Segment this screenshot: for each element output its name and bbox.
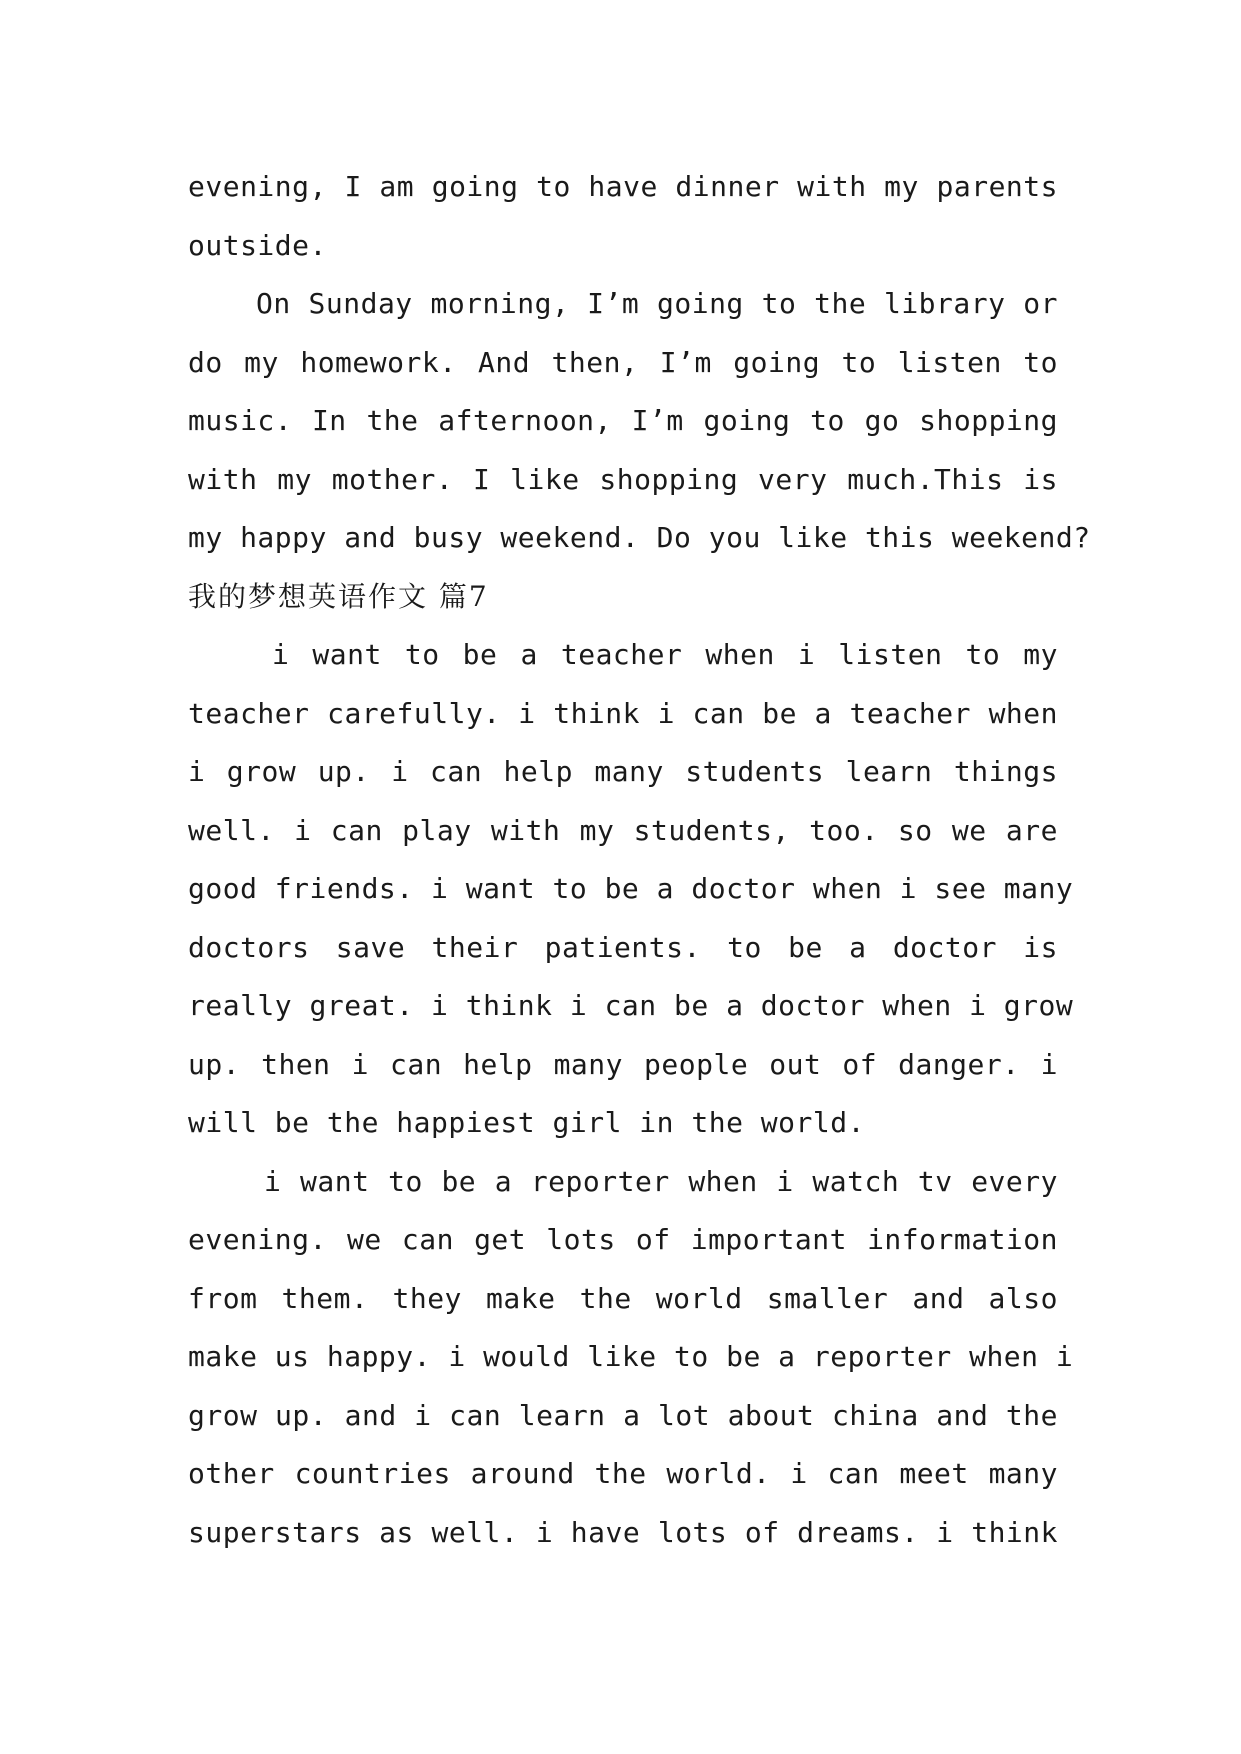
text-line: outside.: [188, 228, 327, 262]
text-line: other countries around the world. i can meet many: [188, 1457, 1058, 1490]
text-line: up. then i can help many people out of danger. i: [188, 1047, 1058, 1081]
text-line: i want to be a teacher when i listen to my: [272, 638, 1058, 671]
text-line: doctors save their patients. to be a doctor is: [188, 930, 1058, 964]
document-body: [188, 158, 1091, 1562]
text-line: evening. we can get lots of important information: [188, 1223, 1058, 1256]
text-line: my happy and busy weekend. Do you like this weekend?: [188, 521, 1091, 554]
text-line: well. i can play with my students, too. so we are: [188, 813, 1058, 847]
text-line: evening, I am going to have dinner with my parents: [188, 170, 1058, 203]
text-line: good friends. i want to be a doctor when i see many: [188, 872, 1074, 905]
text-line: with my mother. I like shopping very much.This is: [188, 462, 1058, 496]
text-line: i grow up. i can help many students learn things: [188, 755, 1058, 788]
section-heading: 我的梦想英语作文 篇7: [188, 579, 489, 613]
text-line: i want to be a reporter when i watch tv every: [264, 1164, 1058, 1198]
text-line: music. In the afternoon, I’m going to go shopping: [188, 404, 1058, 437]
text-line: will be the happiest girl in the world.: [188, 1106, 865, 1139]
paragraph: [188, 626, 1074, 1153]
text-line: from them. they make the world smaller and also: [188, 1281, 1058, 1315]
text-line: make us happy. i would like to be a reporter when i: [188, 1340, 1074, 1373]
text-line: On Sunday morning, I’m going to the library or: [256, 287, 1058, 320]
text-line: really great. i think i can be a doctor when i grow: [188, 989, 1074, 1022]
paragraph: [188, 1153, 1074, 1563]
text-line: teacher carefully. i think i can be a teacher when: [188, 696, 1058, 730]
paragraph: [188, 158, 1058, 275]
text-line: do my homework. And then, I’m going to listen to: [188, 345, 1058, 379]
paragraph: [188, 275, 1091, 568]
text-line: superstars as well. i have lots of dreams. i think: [188, 1515, 1058, 1549]
text-line: grow up. and i can learn a lot about china and the: [188, 1398, 1058, 1432]
